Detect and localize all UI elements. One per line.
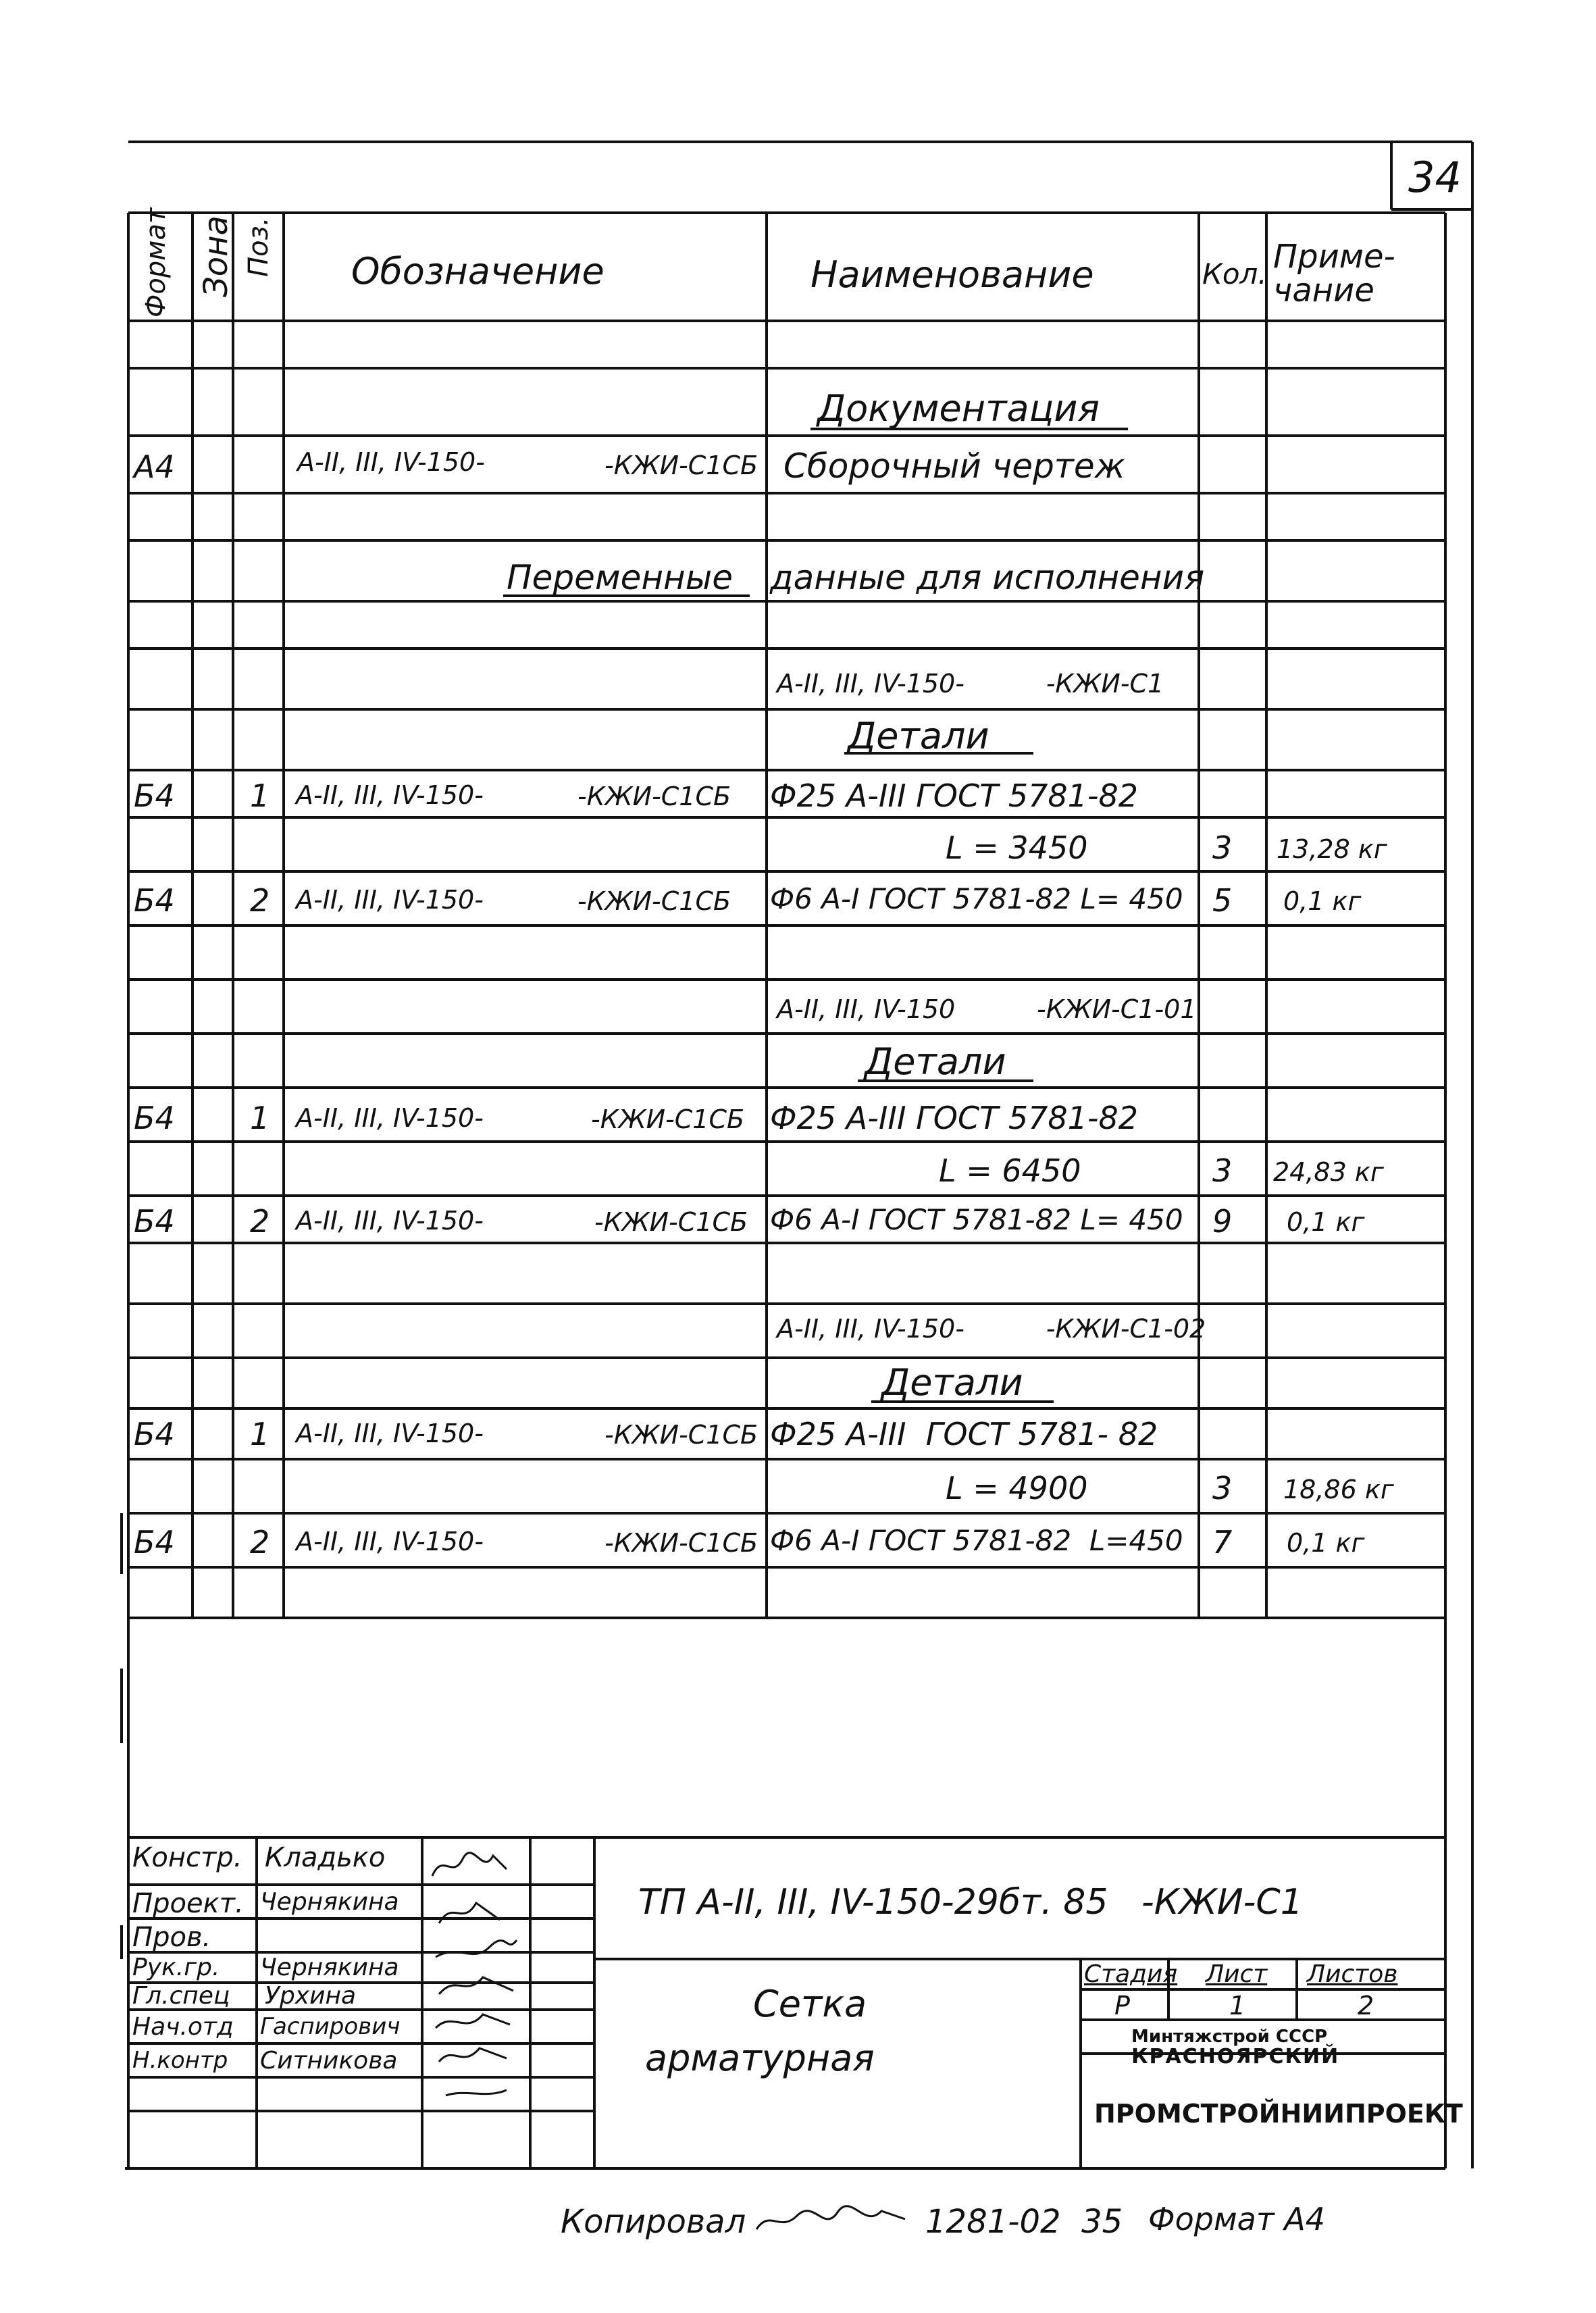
footer-code: 1281-02 35 [925,2203,1123,2241]
row-note: 13,28 кг [1277,834,1387,864]
stamp-name: Гаспирович [260,2013,401,2040]
stamp-role: Проект. [132,1888,244,1919]
footer-format: Формат А4 [1148,2201,1325,2237]
org-line1: Минтяжстрой СССР [1131,2027,1328,2047]
variable-heading-b: данные для исполнения [770,558,1205,597]
row-name: Ф25 А-III ГОСТ 5781- 82 [770,1416,1158,1452]
stamp-name: Урхина [265,1982,357,2010]
stamp-role: Гл.спец [132,1982,230,2010]
section-documentation: Документация [817,387,1100,430]
row-designation-a: А-II, III, IV-150- [296,885,484,915]
doc-name: Сборочный чертеж [783,447,1125,486]
row-note: 24,83 кг [1273,1157,1384,1187]
row-designation-b: -КЖИ-С1СБ [577,782,731,811]
header-name: Наименование [810,253,1094,296]
stamp-name: Чернякина [260,1954,399,1981]
group-details: Детали [881,1361,1023,1404]
stage-label: Стадия [1084,1960,1178,1988]
stamp-name: Кладько [265,1842,386,1873]
row-designation-b: -КЖИ-С1СБ [591,1104,745,1134]
row-name: Ф25 А-III ГОСТ 5781-82 [770,1100,1139,1136]
doc-designation-a: А-II, III, IV-150- [297,447,485,477]
variable-heading-a: Переменные [507,558,733,597]
row-qty: 3 [1212,830,1233,866]
sheets-value: 2 [1358,1991,1374,2020]
row-pos: 2 [250,882,270,919]
sheets-label: Листов [1307,1960,1398,1988]
row-pos: 1 [250,1416,270,1452]
row-note: 0,1 кг [1287,1528,1365,1558]
doc-format: А4 [134,449,175,485]
row-name: Ф25 А-III ГОСТ 5781-82 [770,778,1139,814]
stamp-name: Ситникова [260,2047,398,2075]
sheet-label: Лист [1206,1960,1268,1988]
row-name-length: L = 4900 [946,1470,1088,1506]
footer-copied: Копировал [561,2203,746,2241]
row-qty: 5 [1212,882,1233,919]
row-designation-a: А-II, III, IV-150- [296,1103,484,1133]
row-designation-b: -КЖИ-С1СБ [577,886,731,916]
group-details: Детали [865,1040,1006,1083]
row-designation-b: -КЖИ-С1СБ [594,1207,748,1237]
stamp-name: Чернякина [260,1888,399,1916]
row-designation-a: А-II, III, IV-150- [296,1419,484,1448]
row-pos: 2 [250,1203,270,1240]
row-name: Ф6 А-I ГОСТ 5781-82 L=450 [770,1524,1183,1557]
row-note: 0,1 кг [1283,886,1362,916]
stamp-role: Пров. [132,1922,211,1953]
drawing-title-line1: Сетка [753,1983,867,2025]
stamp-role: Констр. [132,1842,242,1873]
org-line2: КРАСНОЯРСКИЙ [1131,2045,1340,2068]
sheet-number: 34 [1408,153,1462,202]
row-name: Ф6 А-I ГОСТ 5781-82 L= 450 [770,1203,1183,1236]
header-designation: Обозначение [351,250,604,293]
row-designation-b: -КЖИ-С1СБ [604,1420,758,1450]
org-line3: ПРОМСТРОЙНИИПРОЕКТ [1094,2099,1463,2129]
row-designation-b: -КЖИ-С1СБ [604,1528,758,1558]
row-qty: 3 [1212,1470,1233,1506]
row-format: Б4 [134,1100,175,1136]
row-format: Б4 [134,1524,175,1560]
row-designation-a: А-II, III, IV-150- [296,1527,484,1556]
group-details: Детали [848,715,989,757]
header-qty: Кол. [1202,257,1267,290]
copier-signature [750,2192,919,2246]
stamp-role: Н.контр [132,2047,228,2074]
stamp-role: Рук.гр. [132,1954,220,1981]
row-format: Б4 [134,1203,175,1240]
group-title: А-II, III, IV-150 -КЖИ-С1-01 [777,994,1197,1024]
doc-designation-b: -КЖИ-С1СБ [604,451,758,480]
row-pos: 2 [250,1524,270,1560]
doc-code: ТП А-II, III, IV-150-29бт. 85 -КЖИ-С1 [638,1882,1303,1923]
header-pos: Поз. [243,217,274,277]
row-designation-a: А-II, III, IV-150- [296,1206,484,1236]
group-title: А-II, III, IV-150- -КЖИ-С1-02 [777,1314,1206,1344]
sheet-value: 1 [1229,1991,1246,2020]
row-name-length: L = 6450 [939,1152,1081,1189]
header-format: Формат [140,207,172,317]
row-note: 18,86 кг [1283,1475,1394,1504]
drawing-title-line2: арматурная [645,2037,875,2079]
row-note: 0,1 кг [1287,1207,1365,1237]
stage-value: Р [1114,1991,1130,2020]
row-qty: 9 [1212,1203,1233,1240]
header-zone: Зона [197,215,235,297]
header-note: Приме- чание [1273,238,1395,310]
row-name-length: L = 3450 [946,830,1088,866]
row-name: Ф6 А-I ГОСТ 5781-82 L= 450 [770,882,1183,915]
row-format: Б4 [134,778,175,814]
group-title: А-II, III, IV-150- -КЖИ-С1 [777,669,1164,698]
stamp-role: Нач.отд [132,2013,234,2041]
row-qty: 7 [1212,1524,1233,1560]
row-format: Б4 [134,1416,175,1452]
row-pos: 1 [250,1100,270,1136]
row-qty: 3 [1212,1152,1233,1189]
row-format: Б4 [134,882,175,919]
signatures [426,1839,527,2109]
row-pos: 1 [250,778,270,814]
row-designation-a: А-II, III, IV-150- [296,780,484,810]
